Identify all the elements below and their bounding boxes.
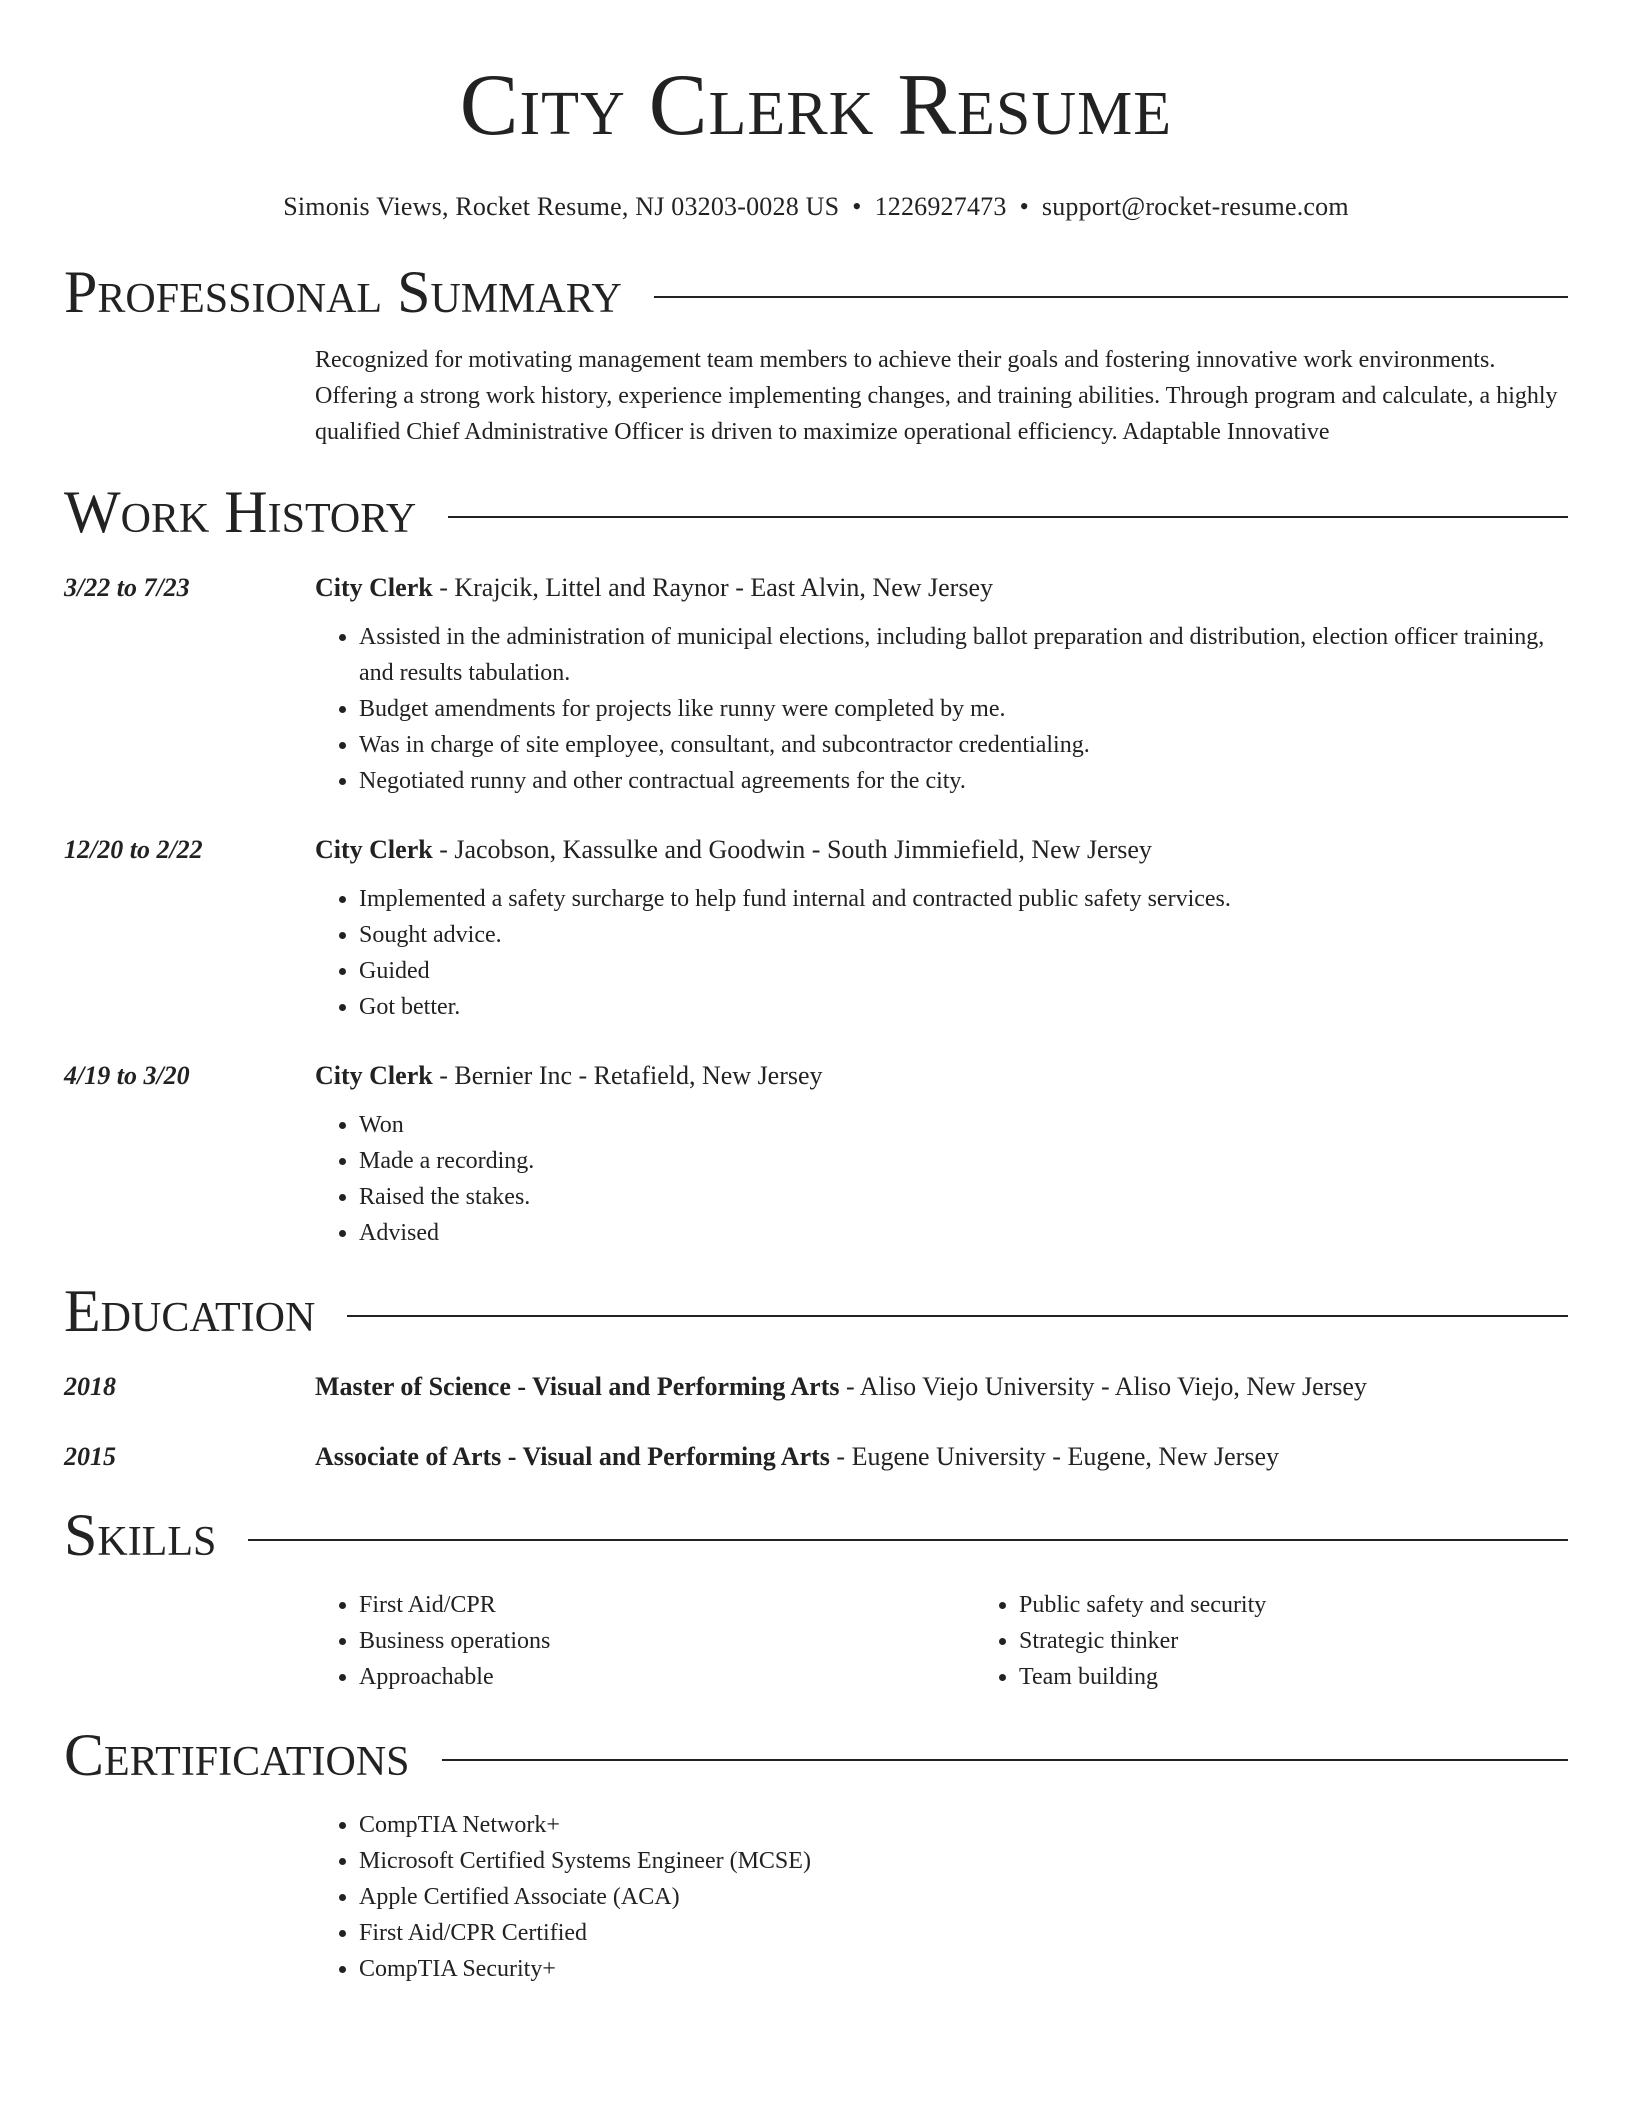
job-employer: - Jacobson, Kassulke and Goodwin - South Jimmiefield, New Jersey	[432, 835, 1152, 864]
education-degree: Master of Science - Visual and Performing Arts	[315, 1372, 840, 1401]
contact-email: support@rocket-resume.com	[1041, 192, 1349, 221]
section-divider	[442, 1759, 1568, 1761]
skills-list	[315, 1587, 1568, 1695]
skills-section-header	[64, 1502, 1568, 1568]
certifications-list	[315, 1807, 1568, 1987]
education-year: 2015	[64, 1442, 116, 1471]
job-duties	[315, 1107, 1568, 1251]
job-entry	[64, 832, 1568, 1025]
work-heading: Work History	[64, 479, 417, 545]
skill-item: • First Aid/CPR	[359, 1587, 975, 1623]
education-details	[315, 1369, 1568, 1405]
job-heading	[315, 1058, 1568, 1094]
education-school: - Aliso Viejo University - Aliso Viejo, New Jersey	[839, 1372, 1367, 1401]
skill-item: • Team building	[1019, 1659, 1568, 1695]
certification-item: • CompTIA Security+	[359, 1951, 1568, 1987]
education-entry	[64, 1369, 1568, 1405]
certification-item: • CompTIA Network+	[359, 1807, 1568, 1843]
job-dates: 4/19 to 3/20	[64, 1061, 190, 1090]
contact-address: Simonis Views, Rocket Resume, NJ 03203-0028 US	[283, 192, 840, 221]
job-entry	[64, 570, 1568, 799]
job-duties	[315, 619, 1568, 799]
list-item: • Raised the stakes.	[359, 1179, 1568, 1215]
certification-item: • Microsoft Certified Systems Engineer (MCSE)	[359, 1843, 1568, 1879]
list-item: • Advised	[359, 1215, 1568, 1251]
summary-heading: Professional Summary	[64, 259, 622, 325]
skill-item: • Business operations	[359, 1623, 975, 1659]
list-item: • Implemented a safety surcharge to help fund internal and contracted public safety services.	[359, 881, 1568, 917]
education-entry	[64, 1439, 1568, 1475]
job-title: City Clerk	[315, 835, 433, 864]
job-employer: - Krajcik, Littel and Raynor - East Alvin, New Jersey	[432, 573, 993, 602]
skills-heading: Skills	[64, 1502, 217, 1568]
education-year: 2018	[64, 1372, 116, 1401]
skill-item: • Approachable	[359, 1659, 975, 1695]
list-item: • Negotiated runny and other contractual agreements for the city.	[359, 763, 1568, 799]
education-heading: Education	[64, 1278, 316, 1344]
job-title: City Clerk	[315, 1061, 433, 1090]
job-dates: 12/20 to 2/22	[64, 835, 203, 864]
job-duties	[315, 881, 1568, 1025]
certification-item: • Apple Certified Associate (ACA)	[359, 1879, 1568, 1915]
list-item: • Guided	[359, 953, 1568, 989]
work-section-header	[64, 479, 1568, 545]
education-section-header	[64, 1278, 1568, 1344]
skills-column	[975, 1587, 1568, 1695]
summary-section-header	[64, 259, 1568, 325]
section-divider	[654, 296, 1568, 298]
list-item: • Won	[359, 1107, 1568, 1143]
list-item: • Sought advice.	[359, 917, 1568, 953]
certification-item: • First Aid/CPR Certified	[359, 1915, 1568, 1951]
list-item: • Was in charge of site employee, consultant, and subcontractor credentialing.	[359, 727, 1568, 763]
resume-title: City Clerk Resume	[459, 57, 1173, 154]
contact-line	[64, 192, 1568, 222]
job-dates: 3/22 to 7/23	[64, 573, 190, 602]
section-divider	[248, 1539, 1568, 1541]
job-title: City Clerk	[315, 573, 433, 602]
job-heading	[315, 570, 1568, 606]
list-item: • Made a recording.	[359, 1143, 1568, 1179]
list-item: • Got better.	[359, 989, 1568, 1025]
certifications-heading: Certifications	[64, 1722, 410, 1788]
job-heading	[315, 832, 1568, 868]
separator-dot: •	[1019, 192, 1029, 221]
certifications-section-header	[64, 1722, 1568, 1788]
list-item: • Assisted in the administration of municipal elections, including ballot preparation and distribution, election officer training, and results tabulation.	[359, 619, 1568, 691]
separator-dot: •	[852, 192, 862, 221]
education-details	[315, 1439, 1568, 1475]
education-degree: Associate of Arts - Visual and Performing Arts	[315, 1442, 830, 1471]
section-divider	[448, 516, 1568, 518]
skills-column	[315, 1587, 975, 1695]
summary-text: Recognized for motivating management team members to achieve their goals and fostering innovative work environments. Offering a strong work history, experience implementing changes, and training abilities. Through program and calculate, a highly qualified Chief Administrative Officer is driven to maximize operational efficiency. Adaptable Innovative	[315, 347, 1558, 445]
job-entry	[64, 1058, 1568, 1251]
skill-item: • Strategic thinker	[1019, 1623, 1568, 1659]
list-item: • Budget amendments for projects like runny were completed by me.	[359, 691, 1568, 727]
contact-phone: 1226927473	[874, 192, 1007, 221]
job-employer: - Bernier Inc - Retafield, New Jersey	[432, 1061, 823, 1090]
education-school: - Eugene University - Eugene, New Jersey	[829, 1442, 1279, 1471]
section-divider	[347, 1315, 1568, 1317]
skill-item: • Public safety and security	[1019, 1587, 1568, 1623]
